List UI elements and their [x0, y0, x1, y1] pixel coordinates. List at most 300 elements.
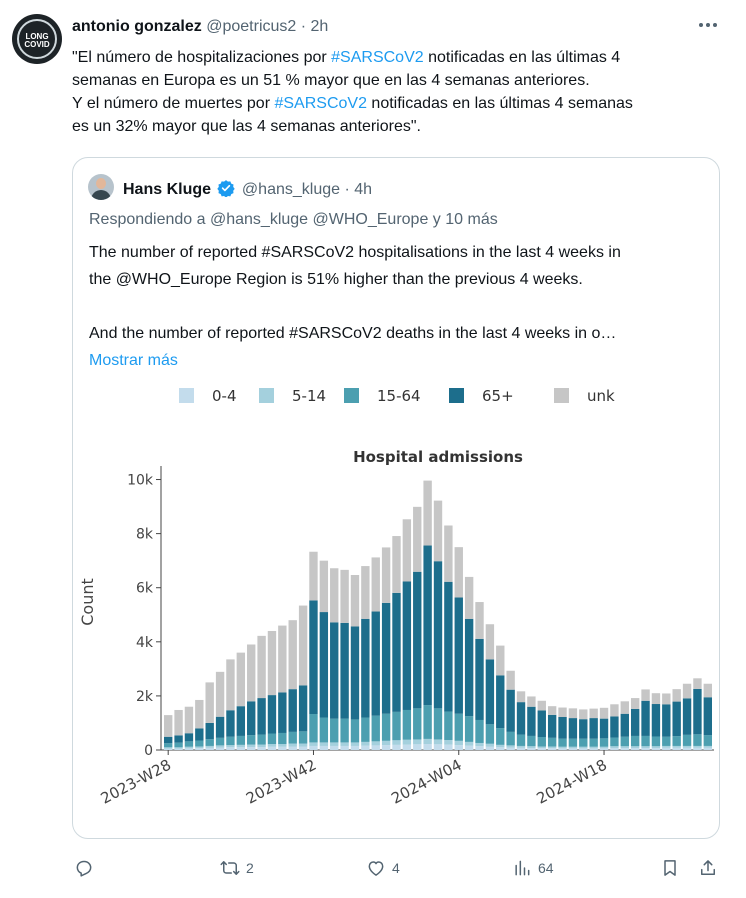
bar-segment	[330, 622, 338, 718]
bar-segment	[423, 739, 431, 744]
bar-segment	[579, 739, 587, 747]
quoted-author-handle[interactable]: @hans_kluge	[241, 181, 341, 198]
tweet-text-line	[72, 46, 728, 69]
author-avatar[interactable]	[12, 14, 62, 64]
bar-segment	[579, 748, 587, 750]
bar-segment	[403, 740, 411, 745]
bar-segment	[455, 714, 463, 741]
tweet-text-line	[72, 69, 728, 92]
bar-segment	[434, 744, 442, 750]
quoted-text-line: The number of reported #SARSCoV2 hospitalisations in the last 4 weeks in	[89, 244, 621, 261]
bar-segment	[465, 619, 473, 716]
bar-segment	[506, 690, 514, 732]
bar-segment	[475, 639, 483, 720]
bar-segment	[538, 737, 546, 746]
bar-segment	[403, 745, 411, 750]
bar-segment	[320, 742, 328, 746]
heart-icon	[366, 858, 386, 878]
bar-segment	[164, 715, 172, 737]
bar-segment	[289, 689, 297, 732]
bar-segment	[683, 746, 691, 748]
author-name[interactable]: antonio gonzalez	[72, 18, 202, 35]
bar-segment	[195, 746, 203, 748]
bar-segment	[185, 707, 193, 734]
bar-segment	[579, 709, 587, 719]
bar-segment	[289, 744, 297, 747]
bar-segment	[164, 743, 172, 747]
quoted-tweet-text	[89, 239, 709, 374]
bar-segment	[320, 718, 328, 743]
bar-segment	[237, 747, 245, 750]
bar-segment	[413, 572, 421, 709]
bar-segment	[558, 717, 566, 739]
bar-segment	[382, 745, 390, 750]
bar-segment	[693, 689, 701, 734]
bar-segment	[226, 747, 234, 750]
bar-segment	[662, 746, 670, 748]
quoted-tweet-card[interactable]	[72, 157, 720, 839]
tweet-text-segment: "El número de hospitalizaciones por	[72, 49, 332, 66]
bar-segment	[237, 745, 245, 747]
bar-segment	[517, 735, 525, 746]
bar-segment	[693, 746, 701, 748]
time-separator: ·	[300, 18, 307, 35]
quoted-tweet-time[interactable]: 4h	[354, 181, 373, 198]
bar-segment	[309, 714, 317, 742]
bar-segment	[226, 659, 234, 710]
bar-segment	[527, 748, 535, 750]
bar-segment	[444, 712, 452, 740]
bar-segment	[309, 552, 317, 601]
views-button[interactable]	[512, 858, 554, 878]
bar-segment	[185, 748, 193, 750]
bar-segment	[340, 746, 348, 750]
bar-segment	[693, 748, 701, 750]
bar-segment	[527, 696, 535, 706]
bar-segment	[299, 685, 307, 731]
bar-segment	[517, 691, 525, 702]
avatar-logo-line-1: LONG	[25, 32, 49, 41]
bar-segment	[475, 720, 483, 743]
bar-segment	[548, 738, 556, 747]
bar-segment	[465, 716, 473, 742]
bar-segment	[641, 736, 649, 746]
bar-segment	[672, 689, 680, 701]
bar-segment	[423, 744, 431, 750]
bar-segment	[548, 706, 556, 715]
bar-segment	[548, 748, 556, 750]
bar-segment	[216, 672, 224, 717]
bar-segment	[278, 747, 286, 750]
bar-segment	[423, 705, 431, 739]
bar-segment	[361, 718, 369, 742]
bar-segment	[423, 546, 431, 706]
bar-segment	[289, 732, 297, 744]
show-more-link[interactable]: Mostrar más	[89, 352, 178, 369]
chart-title: Hospital admissions	[353, 448, 523, 466]
legend-swatch	[554, 388, 569, 403]
bar-segment	[351, 575, 359, 626]
bar-segment	[496, 745, 504, 747]
bar-segment	[610, 738, 618, 747]
bar-segment	[174, 710, 182, 735]
bar-segment	[527, 707, 535, 736]
bar-segment	[403, 581, 411, 709]
bar-segment	[621, 714, 629, 737]
bar-segment	[600, 738, 608, 746]
bar-segment	[413, 744, 421, 750]
bar-segment	[496, 646, 504, 676]
bar-segment	[569, 718, 577, 739]
bar-segment	[268, 747, 276, 750]
bar-segment	[631, 748, 639, 750]
bar-segment	[309, 600, 317, 714]
bar-segment	[600, 708, 608, 719]
bar-segment	[351, 626, 359, 719]
bar-segment	[257, 735, 265, 745]
bar-segment	[372, 716, 380, 742]
bar-segment	[372, 612, 380, 716]
bar-segment	[569, 739, 577, 747]
bar-segment	[361, 619, 369, 718]
bar-segment	[631, 736, 639, 746]
bar-segment	[693, 734, 701, 746]
bar-segment	[226, 737, 234, 745]
bar-segment	[351, 719, 359, 742]
bar-segment	[247, 747, 255, 750]
retweet-count: 2	[246, 860, 254, 876]
bar-segment	[361, 566, 369, 619]
bar-segment	[662, 748, 670, 750]
tweet-text-line	[72, 92, 728, 115]
bar-segment	[299, 744, 307, 747]
bar-segment	[185, 733, 193, 741]
bar-segment	[683, 698, 691, 735]
bar-segment	[631, 698, 639, 709]
bar-segment	[527, 746, 535, 748]
bar-segment	[444, 740, 452, 745]
bar-segment	[486, 747, 494, 750]
avatar-logo-text	[12, 33, 62, 49]
bar-segment	[382, 714, 390, 741]
bar-segment	[372, 557, 380, 611]
bar-segment	[392, 740, 400, 745]
bar-segment	[413, 507, 421, 572]
bar-segment	[330, 746, 338, 750]
quoted-author-avatar[interactable]	[88, 174, 114, 200]
bar-segment	[185, 741, 193, 746]
tweet-text-line	[72, 115, 728, 138]
bar-segment	[672, 702, 680, 737]
bar-segment	[444, 526, 452, 582]
hospital-admissions-chart	[73, 378, 719, 838]
legend-swatch	[344, 388, 359, 403]
bar-segment	[631, 746, 639, 748]
bar-segment	[641, 746, 649, 748]
tweet-text-segment: notificadas en las últimas 4 semanas	[366, 95, 633, 112]
bar-segment	[299, 731, 307, 743]
bar-segment	[206, 723, 214, 739]
bar-segment	[558, 739, 566, 747]
bar-segment	[216, 745, 224, 747]
bar-segment	[164, 737, 172, 743]
bar-segment	[413, 708, 421, 739]
bar-segment	[589, 718, 597, 739]
bar-segment	[486, 659, 494, 724]
bar-segment	[693, 678, 701, 689]
bar-segment	[455, 745, 463, 750]
retweet-button[interactable]	[220, 858, 254, 878]
bar-segment	[361, 742, 369, 746]
reply-icon	[74, 858, 94, 878]
quoted-text-blank-line	[89, 293, 709, 320]
bar-segment	[392, 745, 400, 750]
x-tick-label: 2024-W18	[533, 755, 610, 808]
bar-segment	[631, 709, 639, 736]
hashtag-link[interactable]: #SARSCoV2	[331, 49, 424, 66]
bar-segment	[589, 739, 597, 747]
bar-segment	[621, 737, 629, 746]
bar-segment	[392, 536, 400, 593]
bar-segment	[486, 724, 494, 743]
bar-segment	[455, 597, 463, 713]
bar-segment	[465, 577, 473, 619]
bar-segment	[444, 745, 452, 750]
bar-segment	[704, 697, 712, 735]
reply-button[interactable]	[74, 858, 100, 878]
retweet-icon	[220, 858, 240, 878]
bar-segment	[237, 736, 245, 745]
bar-segment	[195, 748, 203, 750]
bar-segment	[538, 711, 546, 738]
bar-segment	[185, 747, 193, 749]
bar-segment	[174, 747, 182, 748]
bar-segment	[589, 747, 597, 749]
legend-label: 15-64	[377, 387, 421, 405]
bar-segment	[278, 692, 286, 733]
bar-segment	[475, 746, 483, 750]
bar-segment	[268, 744, 276, 747]
bar-segment	[257, 698, 265, 735]
bar-segment	[548, 715, 556, 738]
bar-segment	[455, 547, 463, 597]
author-handle[interactable]: @poetricus2	[206, 18, 297, 35]
bar-segment	[652, 746, 660, 748]
bar-segment	[589, 709, 597, 718]
bar-segment	[486, 744, 494, 747]
bar-segment	[600, 719, 608, 739]
bar-segment	[299, 606, 307, 686]
share-button[interactable]	[698, 858, 718, 878]
bar-segment	[506, 748, 514, 750]
bar-segment	[216, 748, 224, 750]
bar-segment	[538, 748, 546, 750]
bar-segment	[330, 719, 338, 743]
bar-segment	[434, 501, 442, 562]
bar-segment	[403, 710, 411, 740]
bar-segment	[226, 710, 234, 737]
legend-label: 65+	[482, 387, 514, 405]
bar-segment	[579, 719, 587, 738]
bar-segment	[289, 620, 297, 689]
bar-segment	[662, 737, 670, 746]
legend-label: 5-14	[292, 387, 327, 405]
quoted-author-name[interactable]: Hans Kluge	[123, 181, 212, 198]
legend-swatch	[449, 388, 464, 403]
hashtag-link[interactable]: #SARSCoV2	[274, 95, 367, 112]
bar-segment	[226, 745, 234, 747]
bar-segment	[641, 701, 649, 736]
bar-segment	[475, 602, 483, 639]
bar-segment	[392, 712, 400, 740]
bar-segment	[320, 746, 328, 750]
tweet-text-segment: notificadas en las últimas 4	[423, 49, 621, 66]
bar-segment	[164, 747, 172, 748]
bar-segment	[278, 733, 286, 744]
bar-segment	[330, 568, 338, 622]
bar-segment	[299, 746, 307, 750]
bar-segment	[278, 744, 286, 747]
bar-segment	[237, 653, 245, 707]
bar-segment	[247, 745, 255, 747]
bar-segment	[548, 746, 556, 748]
bar-segment	[340, 623, 348, 719]
tweet-time[interactable]: 2h	[310, 18, 329, 35]
verified-badge-icon	[217, 179, 235, 197]
bar-segment	[662, 693, 670, 704]
tweet-text-segment: es un 32% mayor que las 4 semanas anteriores".	[72, 118, 421, 135]
bar-segment	[621, 746, 629, 748]
bar-segment	[569, 748, 577, 750]
bar-segment	[206, 746, 214, 748]
bar-segment	[652, 748, 660, 750]
bar-segment	[174, 743, 182, 748]
bar-segment	[704, 748, 712, 750]
bar-segment	[558, 708, 566, 717]
x-tick-label: 2023-W42	[242, 755, 320, 808]
bar-segment	[340, 570, 348, 623]
legend-label: unk	[587, 387, 615, 405]
bar-segment	[372, 741, 380, 745]
bar-segment	[517, 746, 525, 748]
bar-segment	[257, 747, 265, 750]
bar-segment	[704, 684, 712, 698]
bar-segment	[361, 746, 369, 750]
bar-segment	[621, 748, 629, 750]
bar-segment	[195, 728, 203, 740]
bar-segment	[538, 701, 546, 711]
bar-segment	[247, 645, 255, 702]
bar-segment	[621, 701, 629, 713]
bar-segment	[340, 742, 348, 746]
bar-segment	[268, 695, 276, 733]
y-tick-label: 4k	[135, 634, 153, 651]
bar-segment	[652, 704, 660, 736]
views-chart-icon	[512, 858, 532, 878]
views-count: 64	[538, 860, 554, 876]
y-axis-label: Count	[78, 578, 97, 626]
bar-segment	[257, 745, 265, 747]
bar-segment	[704, 746, 712, 748]
bookmark-icon	[660, 858, 680, 878]
bar-segment	[174, 749, 182, 750]
tweet-text-segment: Y el número de muertes por	[72, 95, 275, 112]
avatar-logo-line-2: COVID	[24, 40, 50, 49]
bar-segment	[683, 684, 691, 699]
quoted-time-separator: ·	[344, 181, 350, 198]
legend-swatch	[259, 388, 274, 403]
bar-segment	[455, 741, 463, 745]
bar-segment	[496, 675, 504, 728]
bar-segment	[538, 746, 546, 748]
bar-segment	[475, 743, 483, 746]
bar-segment	[517, 748, 525, 750]
like-button[interactable]	[366, 858, 400, 878]
legend-label: 0-4	[212, 387, 237, 405]
bar-segment	[652, 736, 660, 746]
bar-segment	[506, 732, 514, 746]
bar-segment	[247, 735, 255, 744]
bar-segment	[330, 742, 338, 746]
bar-segment	[600, 747, 608, 749]
bar-segment	[465, 746, 473, 750]
share-icon	[698, 858, 718, 878]
bar-segment	[672, 736, 680, 746]
bar-segment	[340, 719, 348, 743]
bar-segment	[247, 701, 255, 735]
y-tick-label: 2k	[135, 688, 153, 705]
bar-segment	[683, 735, 691, 746]
bar-segment	[517, 702, 525, 734]
avatar-body	[91, 190, 111, 200]
bar-segment	[496, 747, 504, 750]
bar-segment	[558, 748, 566, 750]
more-options-icon[interactable]	[698, 20, 718, 30]
bookmark-button[interactable]	[660, 858, 680, 878]
bar-segment	[206, 748, 214, 750]
bar-segment	[309, 746, 317, 750]
bar-segment	[569, 747, 577, 749]
like-count: 4	[392, 860, 400, 876]
y-tick-label: 6k	[135, 580, 153, 597]
bar-segment	[164, 749, 172, 750]
bar-segment	[216, 717, 224, 738]
bar-segment	[382, 603, 390, 714]
y-tick-label: 8k	[135, 526, 153, 543]
bar-segment	[268, 734, 276, 745]
bar-segment	[320, 612, 328, 717]
bar-segment	[382, 547, 390, 602]
bar-segment	[672, 746, 680, 748]
bar-segment	[195, 741, 203, 747]
bar-segment	[206, 739, 214, 746]
bar-segment	[704, 735, 712, 746]
bar-segment	[434, 739, 442, 744]
bar-segment	[641, 689, 649, 700]
x-tick-label: 2024-W04	[388, 755, 465, 808]
bar-segment	[610, 748, 618, 750]
bar-segment	[610, 704, 618, 716]
bar-segment	[600, 748, 608, 750]
bar-segment	[579, 747, 587, 749]
x-tick-label: 2023-W28	[97, 755, 175, 808]
bar-segment	[506, 671, 514, 690]
tweet-header	[72, 18, 328, 36]
bar-segment	[351, 742, 359, 746]
bar-segment	[569, 708, 577, 718]
bar-segment	[444, 582, 452, 712]
replying-to[interactable]: Respondiendo a @hans_kluge @WHO_Europe y 10 más	[89, 211, 498, 228]
